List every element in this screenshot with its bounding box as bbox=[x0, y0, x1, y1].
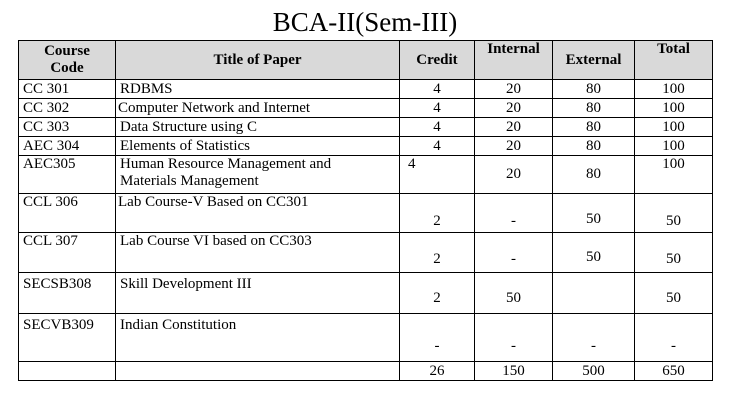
header-total: Total bbox=[635, 41, 713, 80]
total-value: 50 bbox=[635, 273, 713, 314]
table-row bbox=[19, 233, 713, 273]
header-course-code-line2: Code bbox=[50, 60, 84, 76]
credit-value: 4 bbox=[400, 99, 475, 118]
header-course-code bbox=[19, 41, 116, 80]
totals-row bbox=[19, 362, 713, 381]
credit-value: 4 bbox=[400, 118, 475, 137]
table-row bbox=[19, 314, 713, 362]
paper-title: RDBMS bbox=[116, 80, 400, 99]
header-internal: Internal bbox=[475, 41, 553, 80]
totals-title-cell bbox=[116, 362, 400, 381]
totals-code-cell bbox=[19, 362, 116, 381]
external-value: - bbox=[553, 314, 635, 362]
external-value: 80 bbox=[553, 137, 635, 156]
credit-value: 4 bbox=[400, 156, 475, 194]
paper-title: Lab Course-V Based on CC301 bbox=[116, 194, 400, 233]
course-code: CC 302 bbox=[19, 99, 116, 118]
external-value: 50 bbox=[553, 194, 635, 233]
course-code: SECVB309 bbox=[19, 314, 116, 362]
credit-value: 2 bbox=[400, 194, 475, 233]
credit-value: 2 bbox=[400, 273, 475, 314]
total-value: 50 bbox=[635, 194, 713, 233]
course-code: AEC 304 bbox=[19, 137, 116, 156]
credit-value: 2 bbox=[400, 233, 475, 273]
table-row bbox=[19, 137, 713, 156]
total-credit: 26 bbox=[400, 362, 475, 381]
internal-value: - bbox=[475, 194, 553, 233]
paper-title: Lab Course VI based on CC303 bbox=[116, 233, 400, 273]
table-row bbox=[19, 194, 713, 233]
table-row bbox=[19, 156, 713, 194]
paper-title-line2: Materials Management bbox=[120, 173, 259, 189]
internal-value: 50 bbox=[475, 273, 553, 314]
total-marks: 650 bbox=[635, 362, 713, 381]
table-header-row bbox=[19, 41, 713, 80]
internal-value: 20 bbox=[475, 80, 553, 99]
course-code: SECSB308 bbox=[19, 273, 116, 314]
course-code: CCL 307 bbox=[19, 233, 116, 273]
total-value: 100 bbox=[635, 118, 713, 137]
external-value: 80 bbox=[553, 80, 635, 99]
internal-value: - bbox=[475, 314, 553, 362]
credit-value: 4 bbox=[400, 137, 475, 156]
course-code: AEC305 bbox=[19, 156, 116, 194]
page-title: BCA-II(Sem-III) bbox=[272, 7, 458, 37]
internal-value: 20 bbox=[475, 99, 553, 118]
paper-title: Elements of Statistics bbox=[116, 137, 400, 156]
total-value: 50 bbox=[635, 233, 713, 273]
paper-title bbox=[116, 156, 400, 194]
paper-title-line1: Human Resource Management and bbox=[120, 156, 332, 172]
external-value: 50 bbox=[553, 233, 635, 273]
table-row bbox=[19, 118, 713, 137]
table-row bbox=[19, 273, 713, 314]
total-value: 100 bbox=[635, 137, 713, 156]
paper-title: Skill Development III bbox=[116, 273, 400, 314]
course-code: CCL 306 bbox=[19, 194, 116, 233]
paper-title: Data Structure using C bbox=[116, 118, 400, 137]
internal-value: 20 bbox=[475, 156, 553, 194]
course-code: CC 303 bbox=[19, 118, 116, 137]
paper-title: Indian Constitution bbox=[116, 314, 400, 362]
external-value: 80 bbox=[553, 99, 635, 118]
external-value: 80 bbox=[553, 118, 635, 137]
table-row bbox=[19, 80, 713, 99]
external-value: 80 bbox=[553, 156, 635, 194]
course-code: CC 301 bbox=[19, 80, 116, 99]
header-title-of-paper: Title of Paper bbox=[116, 41, 400, 80]
total-internal: 150 bbox=[475, 362, 553, 381]
paper-title: Computer Network and Internet bbox=[116, 99, 400, 118]
credit-value: - bbox=[400, 314, 475, 362]
header-external: External bbox=[553, 41, 635, 80]
header-credit: Credit bbox=[400, 41, 475, 80]
syllabus-table bbox=[18, 40, 713, 381]
total-value: 100 bbox=[635, 99, 713, 118]
total-value: 100 bbox=[635, 156, 713, 194]
total-external: 500 bbox=[553, 362, 635, 381]
internal-value: 20 bbox=[475, 137, 553, 156]
header-course-code-line1: Course bbox=[44, 43, 90, 59]
total-value: - bbox=[635, 314, 713, 362]
table-row bbox=[19, 99, 713, 118]
internal-value: 20 bbox=[475, 118, 553, 137]
external-value bbox=[553, 273, 635, 314]
internal-value: - bbox=[475, 233, 553, 273]
credit-value: 4 bbox=[400, 80, 475, 99]
total-value: 100 bbox=[635, 80, 713, 99]
